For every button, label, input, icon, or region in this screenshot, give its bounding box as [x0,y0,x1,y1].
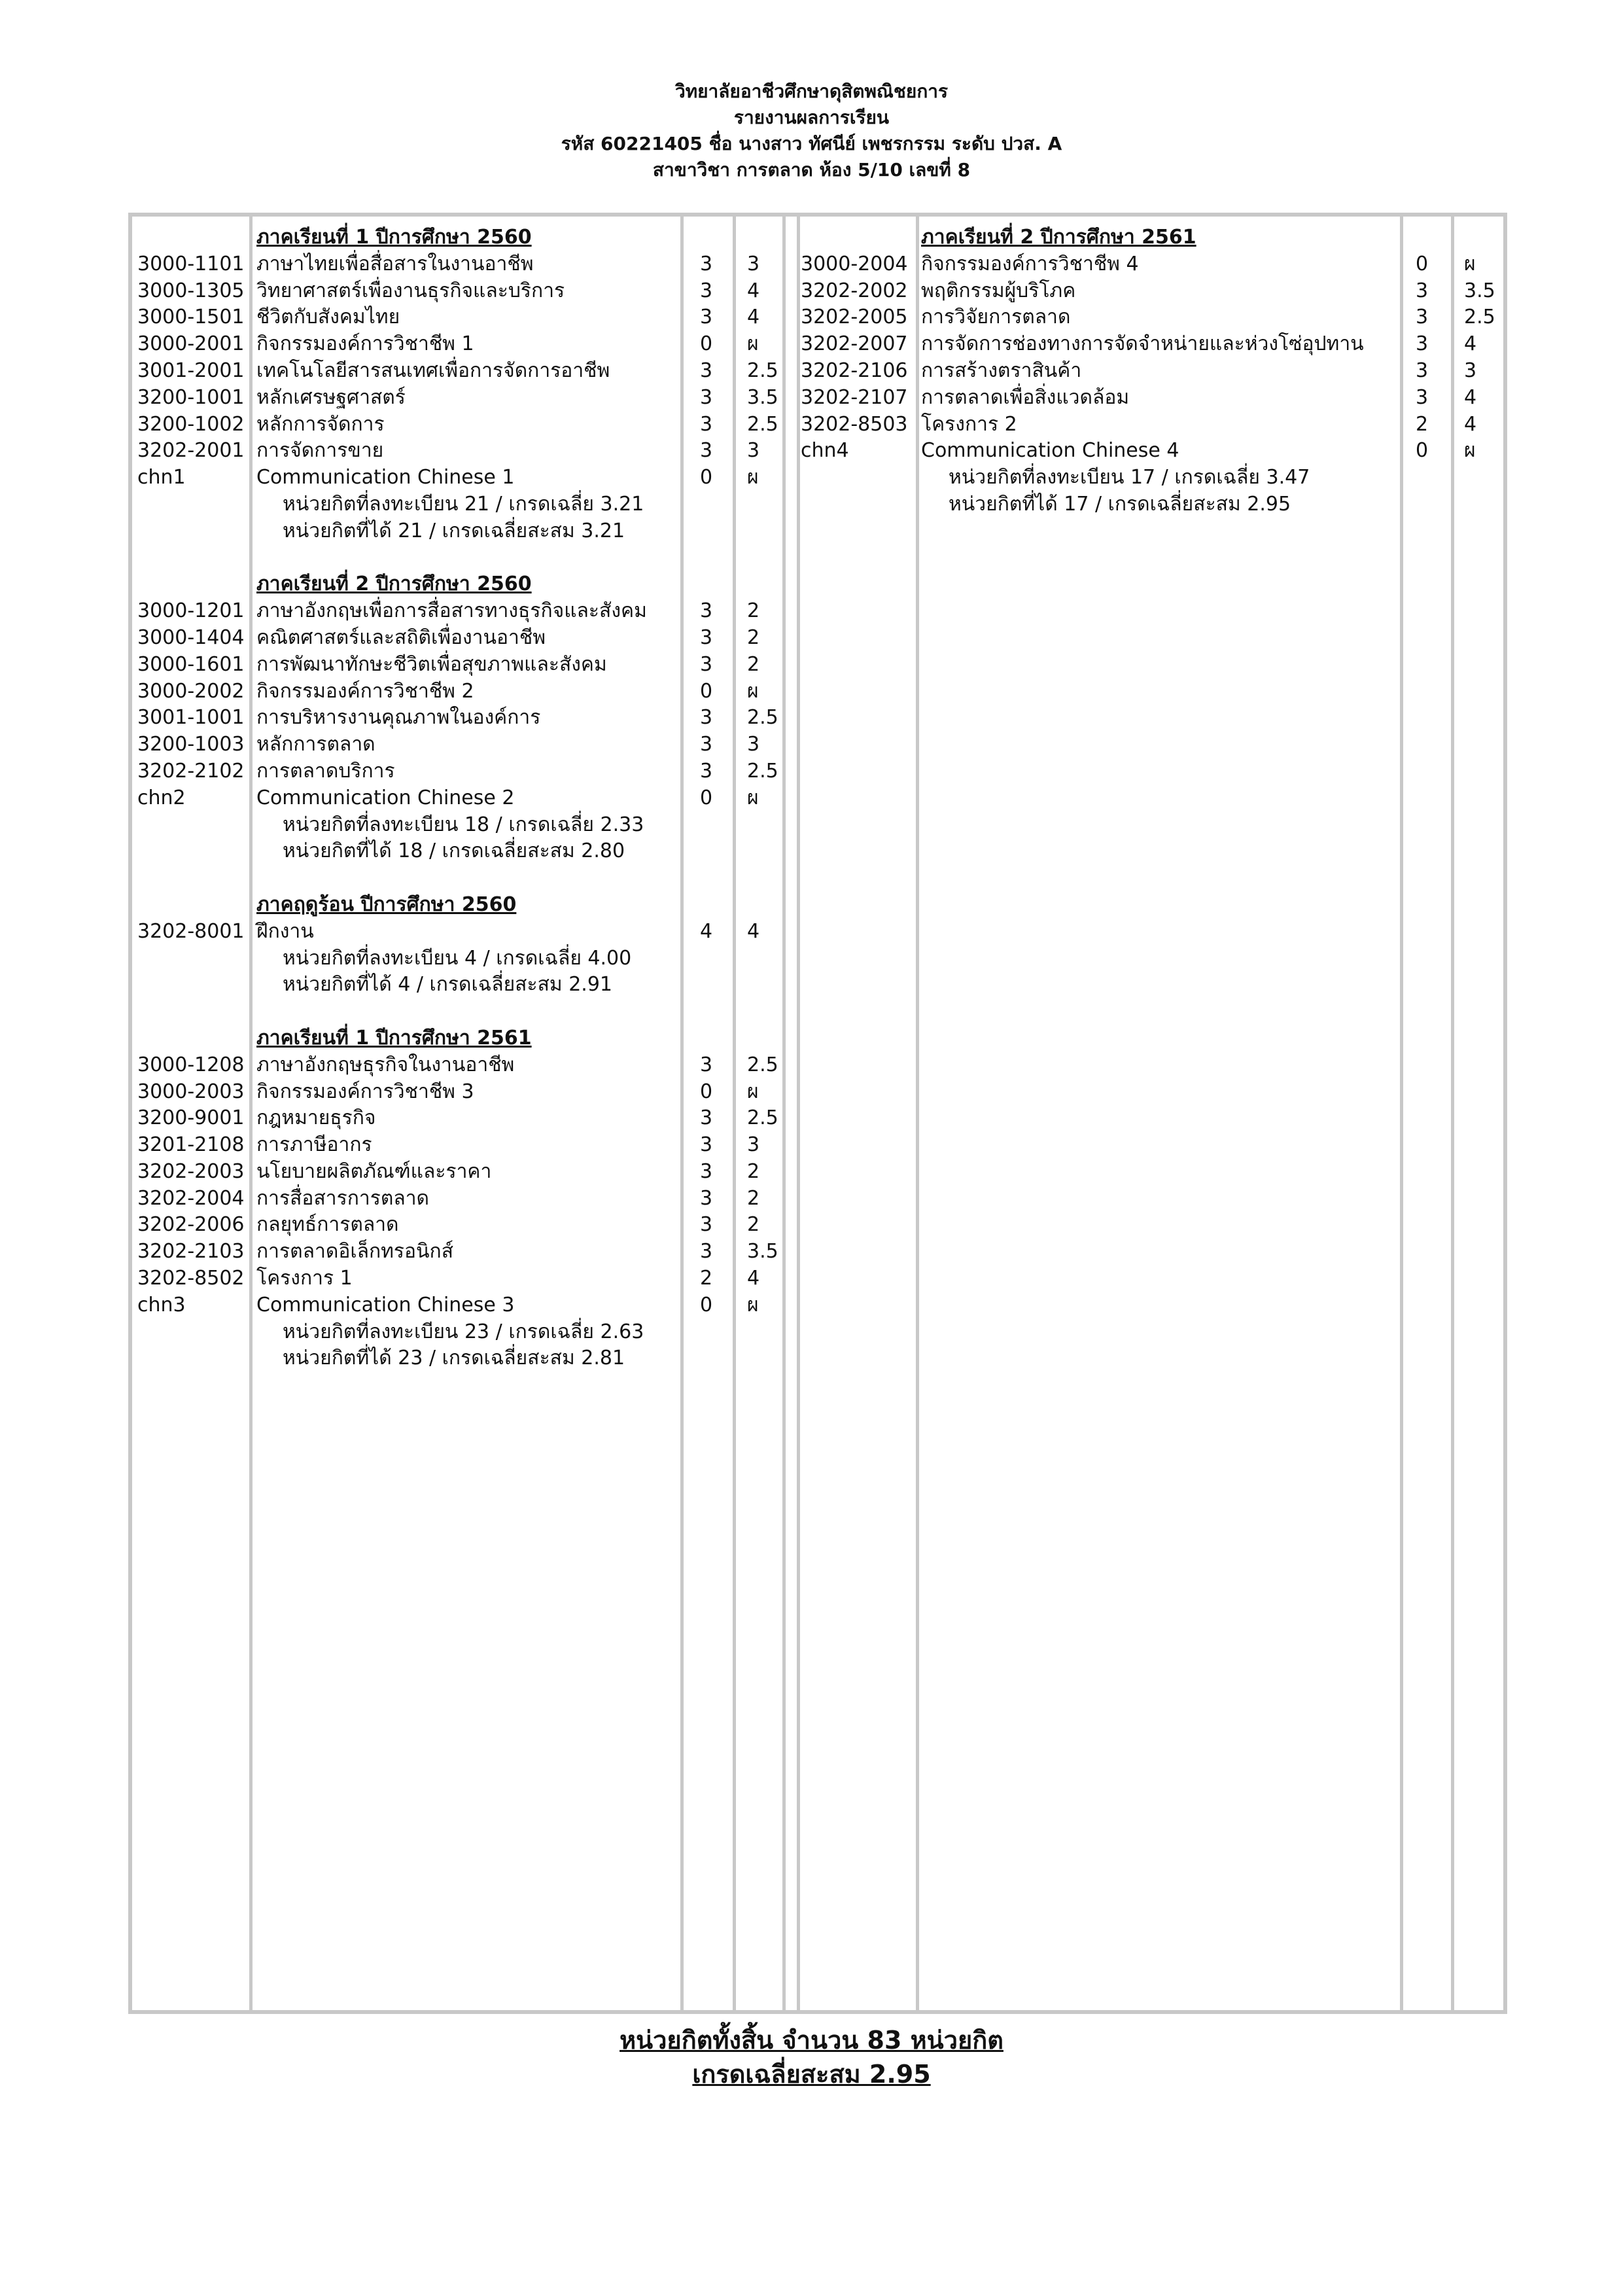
course-code: 3202-8001 [137,919,245,943]
course-name: โครงการ 1 [256,1267,353,1290]
course-row [132,385,786,412]
course-credit: 2 [1416,412,1429,436]
course-code: 3202-2007 [801,332,908,356]
course-grade: 2.5 [747,359,778,382]
course-name: พฤติกรรมผู้บริโภค [921,279,1076,302]
course-name: การบริหารงานคุณภาพในองค์การ [256,706,541,730]
course-name: การวิจัยการตลาด [921,306,1071,329]
college-name: วิทยาลัยอาชีวศึกษาดุสิตพณิชยการ [674,80,949,102]
course-name: Communication Chinese 2 [256,786,515,809]
course-credit: 2 [700,1267,713,1290]
semester-summary-row [797,491,1507,518]
course-name: หลักการตลาด [256,733,375,756]
semester-title: ภาคฤดูร้อน ปีการศึกษา 2560 [256,892,517,916]
course-credit: 3 [700,1213,713,1237]
course-row [132,652,786,679]
student-info: รหัส 60221405 ชื่อ นางสาว ทัศนีย์ เพชรกรรม ระดับ ปวส. A [561,133,1062,154]
course-credit: 3 [700,1240,713,1263]
course-grade: 4 [747,919,760,943]
course-row [132,1105,786,1132]
course-code: 3000-1201 [137,599,245,623]
registered-credits-gpa: หน่วยกิตที่ลงทะเบียน 17 / เกรดเฉลี่ย 3.47 [949,466,1310,489]
course-name: การตลาดเพื่อสิ่งแวดล้อม [921,385,1130,409]
course-code: 3200-1002 [137,412,245,436]
course-credit: 0 [700,1293,713,1316]
course-row [132,331,786,358]
course-row [132,1052,786,1079]
semester-title-row [132,892,786,919]
course-code: 3200-1001 [137,385,245,409]
course-code: 3200-9001 [137,1106,245,1130]
course-code: 3202-2103 [137,1240,245,1263]
course-row [797,412,1507,438]
earned-credits-cumulative-gpa: หน่วยกิตที่ได้ 18 / เกรดเฉลี่ยสะสม 2.80 [283,839,625,863]
course-code: 3202-8503 [801,412,908,436]
course-row [132,1132,786,1159]
course-row [132,705,786,732]
course-code: 3000-1305 [137,279,245,302]
course-row [132,1265,786,1292]
course-code: 3202-2107 [801,385,908,409]
course-name: การตลาดบริการ [256,759,395,783]
course-credit: 3 [700,1133,713,1157]
earned-credits-cumulative-gpa: หน่วยกิตที่ได้ 17 / เกรดเฉลี่ยสะสม 2.95 [949,492,1291,516]
course-grade: ผ [747,679,759,703]
course-row [132,251,786,278]
course-credit: 3 [700,599,713,623]
course-grade: 4 [1464,385,1477,409]
course-credit: 3 [1416,279,1429,302]
course-row [132,304,786,331]
course-row [132,438,786,465]
left-transcript-column [132,224,786,1372]
report-title: รายงานผลการเรียน [733,107,890,128]
course-credit: 3 [700,412,713,436]
course-grade: 3 [747,252,760,275]
course-row [132,1079,786,1106]
course-code: 3202-8502 [137,1267,245,1290]
course-row [132,412,786,438]
course-code: chn3 [137,1293,186,1316]
course-code: 3202-2004 [137,1186,245,1210]
course-code: 3202-2006 [137,1213,245,1237]
transcript-footer [0,2023,1623,2091]
course-credit: 0 [700,466,713,489]
course-row [132,679,786,705]
course-name: นโยบายผลิตภัณฑ์และราคา [256,1159,492,1183]
course-grade: ผ [747,332,759,356]
course-grade: 2.5 [747,412,778,436]
course-code: chn2 [137,786,186,809]
course-row [132,625,786,652]
course-name: การพัฒนาทักษะชีวิตเพื่อสุขภาพและสังคม [256,652,607,676]
course-row [132,358,786,385]
course-grade: ผ [1464,439,1476,463]
course-credit: 3 [700,359,713,382]
course-code: 3202-2003 [137,1159,245,1183]
course-grade: 2 [747,1186,760,1210]
course-code: 3202-2001 [137,439,245,463]
right-transcript-column [797,224,1507,518]
course-grade: 2.5 [747,1053,778,1076]
course-code: 3000-1601 [137,652,245,676]
course-code: 3201-2108 [137,1133,245,1157]
course-code: 3202-2002 [801,279,908,302]
course-name: การภาษีอากร [256,1133,372,1157]
course-name: กิจกรรมองค์การวิชาชีพ 2 [256,679,474,703]
course-credit: 0 [700,679,713,703]
course-code: 3000-1404 [137,626,245,649]
semester-summary-row [132,518,786,545]
course-grade: ผ [747,1293,759,1316]
course-code: 3200-1003 [137,733,245,756]
course-credit: 3 [700,252,713,275]
semester-title: ภาคเรียนที่ 2 ปีการศึกษา 2560 [256,573,532,596]
earned-credits-cumulative-gpa: หน่วยกิตที่ได้ 4 / เกรดเฉลี่ยสะสม 2.91 [283,973,613,997]
earned-credits-cumulative-gpa: หน่วยกิตที่ได้ 23 / เกรดเฉลี่ยสะสม 2.81 [283,1347,625,1370]
course-name: ชีวิตกับสังคมไทย [256,306,400,329]
course-row [797,358,1507,385]
course-grade: 2.5 [747,759,778,783]
course-row [132,1239,786,1265]
course-credit: 3 [700,1186,713,1210]
course-grade: 2 [747,1213,760,1237]
course-credit: 3 [700,279,713,302]
course-name: กิจกรรมองค์การวิชาชีพ 4 [921,252,1139,275]
course-name: กลยุทธ์การตลาด [256,1213,399,1237]
course-credit: 3 [700,439,713,463]
course-row [797,385,1507,412]
course-code: 3202-2106 [801,359,908,382]
course-grade: 2.5 [747,1106,778,1130]
course-name: ภาษาอังกฤษเพื่อการสื่อสารทางธุรกิจและสังคม [256,599,647,623]
course-credit: 0 [700,1080,713,1103]
course-name: การจัดการช่องทางการจัดจำหน่ายและห่วงโซ่อุปทาน [921,332,1364,356]
semester-title-row [132,1025,786,1052]
course-name: หลักเศรษฐศาสตร์ [256,385,406,409]
semester-summary-row [797,465,1507,491]
cumulative-gpa: เกรดเฉลี่ยสะสม 2.95 [692,2060,931,2089]
course-name: การสร้างตราสินค้า [921,359,1082,382]
course-code: chn1 [137,466,186,489]
course-grade: 4 [747,306,760,329]
course-grade: 3.5 [747,385,778,409]
course-code: 3000-1501 [137,306,245,329]
semester-title: ภาคเรียนที่ 1 ปีการศึกษา 2560 [256,226,532,249]
course-grade: 2 [747,626,760,649]
course-row [797,251,1507,278]
semester-summary-row [132,491,786,518]
course-grade: 4 [1464,332,1477,356]
course-grade: 3 [747,1133,760,1157]
course-credit: 0 [700,332,713,356]
registered-credits-gpa: หน่วยกิตที่ลงทะเบียน 4 / เกรดเฉลี่ย 4.00 [283,946,632,970]
registered-credits-gpa: หน่วยกิตที่ลงทะเบียน 18 / เกรดเฉลี่ย 2.33 [283,813,644,836]
course-credit: 3 [700,306,713,329]
course-code: 3202-2102 [137,759,245,783]
course-row [132,919,786,945]
semester-title: ภาคเรียนที่ 1 ปีการศึกษา 2561 [256,1026,532,1050]
semester-title-row [132,224,786,251]
course-credit: 3 [700,1159,713,1183]
course-name: การตลาดอิเล็กทรอนิกส์ [256,1240,454,1263]
course-name: ฝึกงาน [256,919,314,943]
course-row [132,598,786,625]
course-grade: ผ [747,786,759,809]
course-credit: 0 [700,786,713,809]
course-name: Communication Chinese 3 [256,1293,515,1316]
course-name: ภาษาอังกฤษธุรกิจในงานอาชีพ [256,1053,515,1076]
course-grade: 2.5 [1464,306,1495,329]
semester-summary-row [132,812,786,839]
course-row [797,438,1507,465]
semester-summary-row [132,1319,786,1346]
course-code: chn4 [801,439,849,463]
course-name: กฎหมายธุรกิจ [256,1106,376,1130]
course-code: 3000-1101 [137,252,245,275]
course-credit: 3 [700,733,713,756]
course-grade: 2 [747,1159,760,1183]
course-grade: 4 [747,279,760,302]
course-row [132,758,786,785]
course-credit: 4 [700,919,713,943]
semester-title: ภาคเรียนที่ 2 ปีการศึกษา 2561 [921,226,1196,249]
total-credits: หน่วยกิตทั้งสิ้น จำนวน 83 หน่วยกิต [620,2026,1003,2055]
course-code: 3000-1208 [137,1053,245,1076]
course-credit: 3 [1416,359,1429,382]
course-credit: 3 [700,626,713,649]
course-grade: 3.5 [1464,279,1495,302]
course-row [132,1292,786,1319]
course-row [132,785,786,812]
course-code: 3000-2004 [801,252,908,275]
course-row [132,465,786,491]
course-name: การจัดการขาย [256,439,384,463]
course-row [132,1212,786,1239]
course-name: โครงการ 2 [921,412,1017,436]
report-header [0,79,1623,183]
semester-summary-row [132,838,786,865]
course-name: เทคโนโลยีสารสนเทศเพื่อการจัดการอาชีพ [256,359,610,382]
course-grade: 4 [747,1267,760,1290]
course-row [797,331,1507,358]
semester-title-row [797,224,1507,251]
course-name: กิจกรรมองค์การวิชาชีพ 1 [256,332,474,356]
course-grade: 2 [747,599,760,623]
course-code: 3000-2002 [137,679,245,703]
course-name: วิทยาศาสตร์เพื่องานธุรกิจและบริการ [256,279,565,302]
course-credit: 3 [1416,306,1429,329]
course-code: 3000-2001 [137,332,245,356]
course-name: Communication Chinese 4 [921,439,1179,463]
course-grade: 3 [747,439,760,463]
course-credit: 3 [700,652,713,676]
course-grade: ผ [1464,252,1476,275]
course-credit: 0 [1416,439,1429,463]
semester-title-row [132,571,786,598]
major-info: สาขาวิชา การตลาด ห้อง 5/10 เลขที่ 8 [652,159,971,181]
course-row [132,1186,786,1212]
course-name: หลักการจัดการ [256,412,385,436]
course-row [132,278,786,305]
course-credit: 3 [700,759,713,783]
course-row [797,278,1507,305]
course-grade: 2 [747,652,760,676]
course-grade: ผ [747,1080,759,1103]
earned-credits-cumulative-gpa: หน่วยกิตที่ได้ 21 / เกรดเฉลี่ยสะสม 3.21 [283,519,625,542]
course-name: การสื่อสารการตลาด [256,1186,430,1210]
semester-gap [132,998,786,1025]
course-credit: 3 [700,1106,713,1130]
course-row [132,1159,786,1186]
course-code: 3001-2001 [137,359,245,382]
course-code: 3000-2003 [137,1080,245,1103]
course-grade: ผ [747,466,759,489]
course-grade: 4 [1464,412,1477,436]
course-grade: 3 [747,733,760,756]
registered-credits-gpa: หน่วยกิตที่ลงทะเบียน 21 / เกรดเฉลี่ย 3.21 [283,492,644,516]
course-grade: 2.5 [747,706,778,730]
course-code: 3001-1001 [137,706,245,730]
course-name: ภาษาไทยเพื่อสื่อสารในงานอาชีพ [256,252,534,275]
semester-summary-row [132,972,786,998]
course-credit: 3 [700,1053,713,1076]
course-credit: 3 [1416,385,1429,409]
course-grade: 3.5 [747,1240,778,1263]
course-name: Communication Chinese 1 [256,466,515,489]
semester-gap [132,545,786,572]
course-name: กิจกรรมองค์การวิชาชีพ 3 [256,1080,474,1103]
course-credit: 3 [700,385,713,409]
course-credit: 3 [700,706,713,730]
transcript-table [128,213,1507,2014]
registered-credits-gpa: หน่วยกิตที่ลงทะเบียน 23 / เกรดเฉลี่ย 2.63 [283,1320,644,1343]
semester-summary-row [132,1345,786,1372]
course-code: 3202-2005 [801,306,908,329]
course-credit: 0 [1416,252,1429,275]
course-row [132,732,786,758]
semester-summary-row [132,945,786,972]
semester-gap [132,865,786,892]
course-grade: 3 [1464,359,1477,382]
course-row [797,304,1507,331]
course-name: คณิตศาสตร์และสถิติเพื่องานอาชีพ [256,626,546,649]
course-credit: 3 [1416,332,1429,356]
